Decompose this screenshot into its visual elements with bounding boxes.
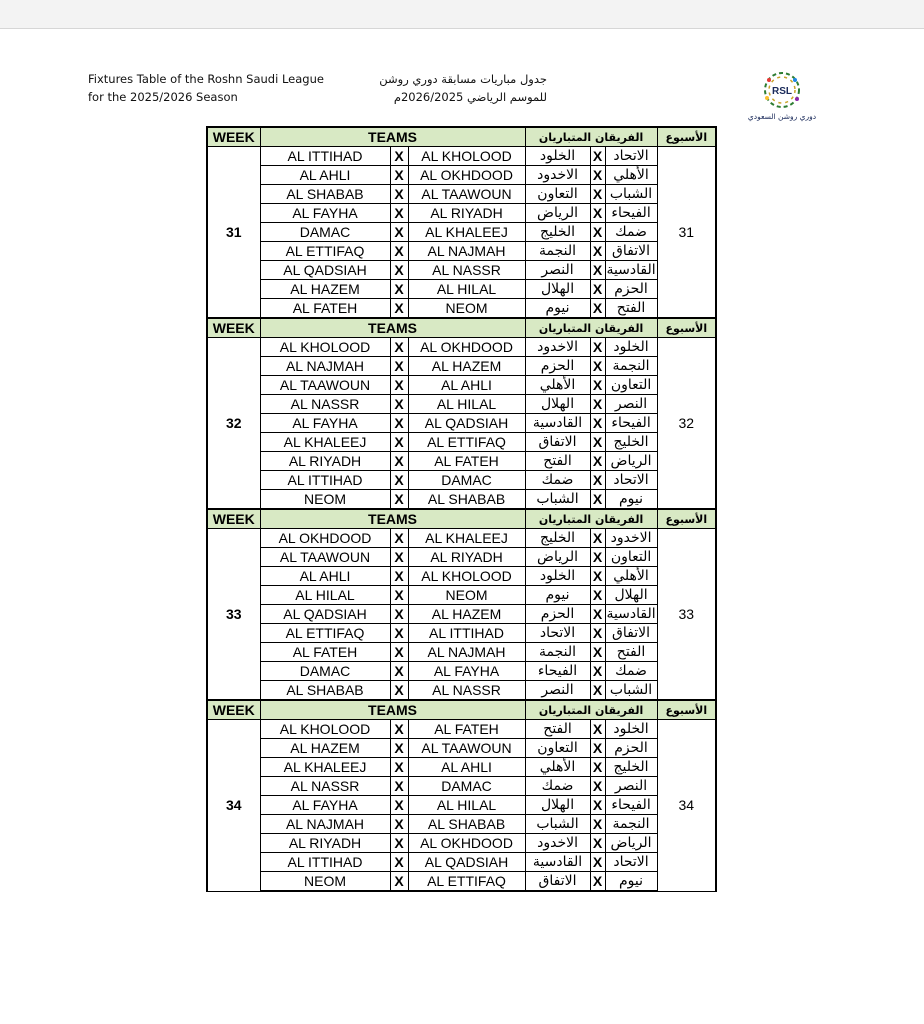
away-team: NEOM [408, 586, 525, 605]
vs-mark-ar: X [590, 681, 605, 701]
home-team: NEOM [260, 490, 390, 510]
home-team: AL FAYHA [260, 414, 390, 433]
vs-mark: X [390, 280, 408, 299]
home-team-ar: الخلود [605, 338, 657, 357]
away-team: AL HILAL [408, 796, 525, 815]
vs-mark-ar: X [590, 586, 605, 605]
home-team: AL FAYHA [260, 796, 390, 815]
teams-header: TEAMS [260, 318, 525, 338]
away-team-ar: النجمة [525, 643, 590, 662]
vs-mark-ar: X [590, 414, 605, 433]
vs-mark: X [390, 223, 408, 242]
document-title-en [88, 70, 324, 106]
week-header-ar: الأسبوع [657, 700, 716, 720]
teams-header-ar: الفريقان المتباريان [525, 318, 657, 338]
vs-mark: X [390, 261, 408, 280]
home-team: AL NASSR [260, 777, 390, 796]
away-team-ar: نيوم [525, 299, 590, 319]
fixture-row [207, 739, 716, 758]
away-team: AL KHOLOOD [408, 567, 525, 586]
vs-mark-ar: X [590, 280, 605, 299]
home-team: AL SHABAB [260, 681, 390, 701]
home-team-ar: الاتحاد [605, 471, 657, 490]
away-team: AL SHABAB [408, 815, 525, 834]
vs-mark: X [390, 529, 408, 548]
vs-mark: X [390, 796, 408, 815]
away-team: AL HAZEM [408, 357, 525, 376]
fixture-row [207, 376, 716, 395]
vs-mark-ar: X [590, 204, 605, 223]
vs-mark: X [390, 834, 408, 853]
away-team: AL HILAL [408, 280, 525, 299]
home-team-ar: الاتحاد [605, 853, 657, 872]
vs-mark: X [390, 471, 408, 490]
home-team-ar: الاتفاق [605, 624, 657, 643]
vs-mark-ar: X [590, 739, 605, 758]
vs-mark-ar: X [590, 815, 605, 834]
fixture-row [207, 586, 716, 605]
vs-mark-ar: X [590, 548, 605, 567]
fixture-row [207, 834, 716, 853]
week-number: 32 [207, 338, 260, 510]
week-number: 33 [207, 529, 260, 701]
away-team: AL RIYADH [408, 548, 525, 567]
vs-mark: X [390, 433, 408, 452]
week-number-ar: 32 [657, 338, 716, 510]
week-header: WEEK [207, 509, 260, 529]
vs-mark: X [390, 605, 408, 624]
fixture-row [207, 490, 716, 510]
home-team: AL SHABAB [260, 185, 390, 204]
week-header-ar: الأسبوع [657, 318, 716, 338]
home-team: AL AHLI [260, 166, 390, 185]
vs-mark: X [390, 739, 408, 758]
home-team-ar: الهلال [605, 586, 657, 605]
home-team-ar: الخليج [605, 758, 657, 777]
rsl-logo-text: RSL [772, 86, 792, 97]
week-header-row [207, 318, 716, 338]
teams-header: TEAMS [260, 700, 525, 720]
away-team-ar: الهلال [525, 395, 590, 414]
away-team: AL AHLI [408, 376, 525, 395]
home-team: AL NAJMAH [260, 357, 390, 376]
home-team: AL KHALEEJ [260, 758, 390, 777]
away-team-ar: الاخدود [525, 338, 590, 357]
home-team: AL ITTIHAD [260, 853, 390, 872]
vs-mark-ar: X [590, 605, 605, 624]
vs-mark: X [390, 872, 408, 892]
away-team-ar: الأهلي [525, 758, 590, 777]
vs-mark-ar: X [590, 166, 605, 185]
teams-header: TEAMS [260, 509, 525, 529]
vs-mark: X [390, 681, 408, 701]
away-team-ar: الفتح [525, 720, 590, 739]
vs-mark-ar: X [590, 662, 605, 681]
week-header-row [207, 127, 716, 147]
away-team: AL QADSIAH [408, 414, 525, 433]
away-team-ar: الهلال [525, 280, 590, 299]
week-header: WEEK [207, 318, 260, 338]
away-team-ar: الاخدود [525, 166, 590, 185]
fixture-row [207, 853, 716, 872]
away-team: AL KHALEEJ [408, 529, 525, 548]
home-team-ar: الشباب [605, 681, 657, 701]
fixture-row [207, 681, 716, 701]
away-team: AL OKHDOOD [408, 166, 525, 185]
vs-mark-ar: X [590, 147, 605, 166]
vs-mark-ar: X [590, 834, 605, 853]
fixture-row [207, 567, 716, 586]
fixture-row [207, 662, 716, 681]
week-number: 34 [207, 720, 260, 892]
fixture-row [207, 242, 716, 261]
away-team: AL TAAWOUN [408, 739, 525, 758]
fixture-row [207, 643, 716, 662]
away-team: AL ETTIFAQ [408, 433, 525, 452]
vs-mark-ar: X [590, 242, 605, 261]
away-team-ar: الخلود [525, 567, 590, 586]
vs-mark: X [390, 338, 408, 357]
home-team: AL QADSIAH [260, 605, 390, 624]
away-team-ar: الشباب [525, 815, 590, 834]
home-team: AL FATEH [260, 643, 390, 662]
vs-mark: X [390, 720, 408, 739]
away-team-ar: نيوم [525, 586, 590, 605]
vs-mark: X [390, 414, 408, 433]
away-team-ar: التعاون [525, 739, 590, 758]
fixture-row [207, 166, 716, 185]
week-header: WEEK [207, 700, 260, 720]
vs-mark-ar: X [590, 758, 605, 777]
vs-mark: X [390, 643, 408, 662]
fixture-row [207, 777, 716, 796]
fixtures-table [206, 126, 717, 892]
away-team: AL TAAWOUN [408, 185, 525, 204]
home-team: AL ETTIFAQ [260, 624, 390, 643]
teams-header: TEAMS [260, 127, 525, 147]
vs-mark-ar: X [590, 376, 605, 395]
away-team: AL AHLI [408, 758, 525, 777]
away-team-ar: النصر [525, 681, 590, 701]
away-team: AL ITTIHAD [408, 624, 525, 643]
vs-mark-ar: X [590, 529, 605, 548]
rsl-logo-icon [733, 68, 831, 112]
rsl-logo [733, 68, 831, 136]
home-team: DAMAC [260, 223, 390, 242]
away-team-ar: الخليج [525, 529, 590, 548]
vs-mark: X [390, 166, 408, 185]
away-team-ar: القادسية [525, 414, 590, 433]
home-team-ar: ضمك [605, 223, 657, 242]
vs-mark-ar: X [590, 567, 605, 586]
fixture-row [207, 815, 716, 834]
home-team: AL FAYHA [260, 204, 390, 223]
rsl-logo-subtitle: دوري روشن السعودي [747, 112, 817, 121]
week-number-ar: 33 [657, 529, 716, 701]
home-team: AL KHOLOOD [260, 338, 390, 357]
vs-mark-ar: X [590, 471, 605, 490]
home-team: AL QADSIAH [260, 261, 390, 280]
home-team-ar: الرياض [605, 834, 657, 853]
viewer-top-bar [0, 0, 924, 29]
home-team-ar: الأهلي [605, 166, 657, 185]
away-team: AL NAJMAH [408, 242, 525, 261]
vs-mark-ar: X [590, 433, 605, 452]
away-team: AL ETTIFAQ [408, 872, 525, 892]
home-team-ar: الحزم [605, 280, 657, 299]
home-team: AL HAZEM [260, 280, 390, 299]
away-team: AL NASSR [408, 261, 525, 280]
vs-mark: X [390, 815, 408, 834]
away-team-ar: الرياض [525, 548, 590, 567]
home-team: AL TAAWOUN [260, 376, 390, 395]
vs-mark-ar: X [590, 490, 605, 510]
fixture-row [207, 758, 716, 777]
title-en-line2: for the 2025/2026 Season [88, 90, 238, 104]
away-team-ar: ضمك [525, 471, 590, 490]
away-team: AL KHALEEJ [408, 223, 525, 242]
fixture-row [207, 357, 716, 376]
away-team-ar: الرياض [525, 204, 590, 223]
home-team-ar: النصر [605, 395, 657, 414]
home-team: AL ITTIHAD [260, 471, 390, 490]
away-team: DAMAC [408, 471, 525, 490]
home-team-ar: الفيحاء [605, 204, 657, 223]
away-team: AL NASSR [408, 681, 525, 701]
week-header: WEEK [207, 127, 260, 147]
home-team: AL KHOLOOD [260, 720, 390, 739]
away-team: AL KHOLOOD [408, 147, 525, 166]
vs-mark-ar: X [590, 777, 605, 796]
vs-mark: X [390, 777, 408, 796]
vs-mark-ar: X [590, 643, 605, 662]
home-team-ar: القادسية [606, 261, 656, 278]
teams-header-ar: الفريقان المتباريان [525, 509, 657, 529]
title-ar-line2: للموسم الرياضي 2026/2025م [393, 90, 547, 104]
home-team: AL OKHDOOD [260, 529, 390, 548]
fixture-row [207, 529, 716, 548]
vs-mark-ar: X [590, 357, 605, 376]
fixture-row [207, 433, 716, 452]
fixture-row [207, 280, 716, 299]
fixture-row [207, 624, 716, 643]
vs-mark-ar: X [590, 261, 605, 280]
vs-mark: X [390, 452, 408, 471]
home-team-ar: التعاون [605, 376, 657, 395]
away-team-ar: الشباب [525, 490, 590, 510]
fixture-row [207, 720, 716, 739]
fixture-row [207, 185, 716, 204]
away-team-ar: النصر [525, 261, 590, 280]
away-team: AL HILAL [408, 395, 525, 414]
away-team: AL OKHDOOD [408, 338, 525, 357]
vs-mark-ar: X [590, 338, 605, 357]
fixture-row [207, 338, 716, 357]
home-team-ar: الفتح [605, 299, 657, 319]
vs-mark-ar: X [590, 395, 605, 414]
fixture-row [207, 147, 716, 166]
week-number-ar: 31 [657, 147, 716, 319]
home-team-ar: الفيحاء [605, 796, 657, 815]
home-team: AL NAJMAH [260, 815, 390, 834]
teams-header-ar: الفريقان المتباريان [525, 700, 657, 720]
week-header-ar: الأسبوع [657, 127, 716, 147]
title-en-line1: Fixtures Table of the Roshn Saudi League [88, 72, 324, 86]
home-team-ar: الفتح [605, 643, 657, 662]
vs-mark: X [390, 853, 408, 872]
teams-header-ar: الفريقان المتباريان [525, 127, 657, 147]
home-team-ar: الحزم [605, 739, 657, 758]
home-team-ar: الرياض [605, 452, 657, 471]
home-team-ar: الأهلي [605, 567, 657, 586]
away-team: AL QADSIAH [408, 853, 525, 872]
away-team: AL FATEH [408, 452, 525, 471]
away-team-ar: القادسية [525, 853, 590, 872]
vs-mark: X [390, 299, 408, 319]
home-team-ar: الخلود [605, 720, 657, 739]
fixture-row [207, 452, 716, 471]
away-team-ar: الأهلي [525, 376, 590, 395]
home-team-ar: نيوم [605, 872, 657, 892]
home-team-ar: نيوم [605, 490, 657, 510]
home-team-ar: النجمة [605, 815, 657, 834]
document-title-ar [372, 70, 547, 106]
away-team: AL NAJMAH [408, 643, 525, 662]
vs-mark-ar: X [590, 624, 605, 643]
away-team: DAMAC [408, 777, 525, 796]
vs-mark-ar: X [590, 796, 605, 815]
home-team: AL RIYADH [260, 452, 390, 471]
week-number-ar: 34 [657, 720, 716, 892]
away-team-ar: الخلود [525, 147, 590, 166]
away-team-ar: الاتحاد [525, 624, 590, 643]
vs-mark: X [390, 586, 408, 605]
vs-mark-ar: X [590, 223, 605, 242]
home-team: DAMAC [260, 662, 390, 681]
home-team: AL ITTIHAD [260, 147, 390, 166]
home-team: AL AHLI [260, 567, 390, 586]
away-team: AL FAYHA [408, 662, 525, 681]
home-team: AL ETTIFAQ [260, 242, 390, 261]
away-team-ar: النجمة [525, 242, 590, 261]
home-team: AL RIYADH [260, 834, 390, 853]
away-team-ar: الاتفاق [525, 433, 590, 452]
fixture-row [207, 261, 716, 280]
away-team-ar: الخليج [525, 223, 590, 242]
home-team: AL KHALEEJ [260, 433, 390, 452]
away-team-ar: الاتفاق [525, 872, 590, 892]
vs-mark-ar: X [590, 299, 605, 319]
home-team-ar: الخليج [605, 433, 657, 452]
vs-mark-ar: X [590, 185, 605, 204]
home-team-ar: الاخدود [605, 529, 657, 548]
away-team: AL HAZEM [408, 605, 525, 624]
vs-mark: X [390, 204, 408, 223]
vs-mark-ar: X [590, 720, 605, 739]
vs-mark: X [390, 624, 408, 643]
fixture-row [207, 395, 716, 414]
home-team-ar: القادسية [606, 605, 656, 622]
away-team: AL RIYADH [408, 204, 525, 223]
week-header-ar: الأسبوع [657, 509, 716, 529]
away-team-ar: التعاون [525, 185, 590, 204]
away-team-ar: ضمك [525, 777, 590, 796]
away-team-ar: الفتح [525, 452, 590, 471]
home-team: AL FATEH [260, 299, 390, 319]
vs-mark: X [390, 567, 408, 586]
away-team: AL OKHDOOD [408, 834, 525, 853]
fixture-row [207, 605, 716, 624]
vs-mark: X [390, 185, 408, 204]
vs-mark-ar: X [590, 872, 605, 892]
fixture-row [207, 204, 716, 223]
home-team: AL TAAWOUN [260, 548, 390, 567]
home-team-ar: الفيحاء [605, 414, 657, 433]
vs-mark: X [390, 490, 408, 510]
away-team: NEOM [408, 299, 525, 319]
home-team-ar: الاتفاق [605, 242, 657, 261]
home-team-ar: الاتحاد [605, 147, 657, 166]
vs-mark: X [390, 242, 408, 261]
home-team-ar: النجمة [605, 357, 657, 376]
fixture-row [207, 223, 716, 242]
vs-mark: X [390, 395, 408, 414]
vs-mark: X [390, 548, 408, 567]
fixture-row [207, 299, 716, 319]
away-team-ar: الاخدود [525, 834, 590, 853]
fixtures-body [207, 127, 716, 891]
home-team-ar: الشباب [605, 185, 657, 204]
away-team: AL FATEH [408, 720, 525, 739]
vs-mark: X [390, 376, 408, 395]
fixture-row [207, 414, 716, 433]
home-team: NEOM [260, 872, 390, 892]
fixture-row [207, 548, 716, 567]
fixture-row [207, 796, 716, 815]
vs-mark: X [390, 662, 408, 681]
away-team-ar: الهلال [525, 796, 590, 815]
vs-mark: X [390, 147, 408, 166]
title-ar-line1: جدول مباريات مسابقة دوري روشن [379, 72, 547, 86]
fixture-row [207, 471, 716, 490]
vs-mark: X [390, 357, 408, 376]
home-team: AL HAZEM [260, 739, 390, 758]
away-team-ar: الحزم [525, 605, 590, 624]
vs-mark: X [390, 758, 408, 777]
away-team-ar: الفيحاء [525, 662, 590, 681]
vs-mark-ar: X [590, 452, 605, 471]
fixture-row [207, 872, 716, 892]
home-team-ar: النصر [605, 777, 657, 796]
week-header-row [207, 700, 716, 720]
vs-mark-ar: X [590, 853, 605, 872]
home-team: AL HILAL [260, 586, 390, 605]
week-header-row [207, 509, 716, 529]
home-team-ar: ضمك [605, 662, 657, 681]
away-team-ar: الحزم [525, 357, 590, 376]
week-number: 31 [207, 147, 260, 319]
home-team-ar: التعاون [605, 548, 657, 567]
away-team: AL SHABAB [408, 490, 525, 510]
home-team: AL NASSR [260, 395, 390, 414]
